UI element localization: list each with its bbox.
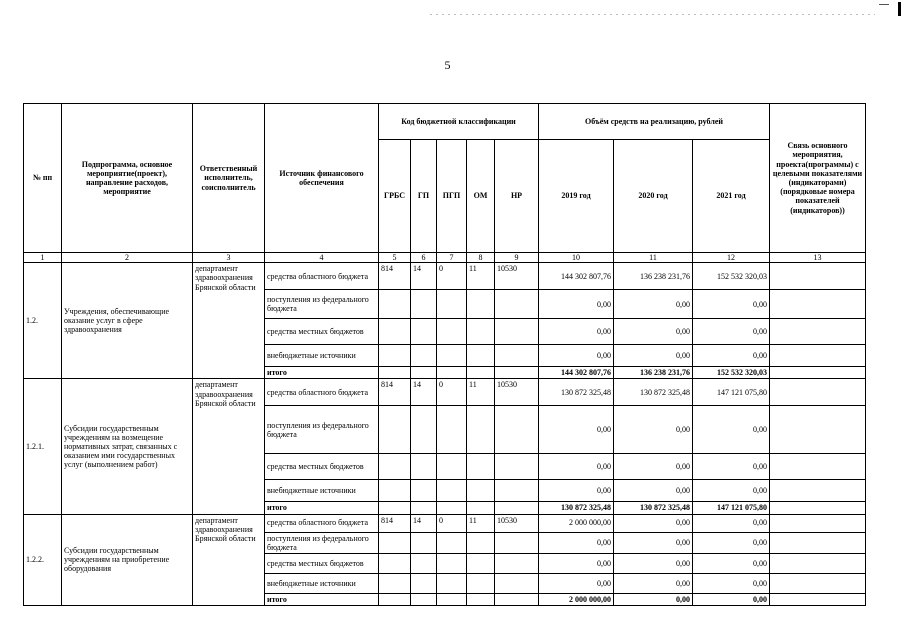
empty-code-cell xyxy=(379,593,411,605)
col-number: 1 xyxy=(24,253,62,263)
indicator-link xyxy=(770,593,866,605)
indicator-link xyxy=(770,263,866,290)
empty-code-cell xyxy=(437,593,467,605)
grbs-code: 814 xyxy=(379,514,411,532)
grbs-code xyxy=(379,290,411,319)
grbs-code: 814 xyxy=(379,379,411,406)
empty-code-cell xyxy=(437,367,467,379)
amount-2019: 144 302 807,76 xyxy=(539,263,614,290)
amount-2021: 0,00 xyxy=(693,553,770,573)
header-budget-code: Код бюджетной классификации xyxy=(379,104,539,140)
indicator-link xyxy=(770,480,866,502)
amount-2020: 0,00 xyxy=(614,514,693,532)
om-code xyxy=(467,480,495,502)
om-code xyxy=(467,532,495,553)
amount-2019: 0,00 xyxy=(539,480,614,502)
header-nr: НР xyxy=(495,140,539,253)
funding-source: средства областного бюджета xyxy=(265,514,379,532)
amount-2019: 130 872 325,48 xyxy=(539,379,614,406)
indicator-link xyxy=(770,573,866,593)
col-number: 10 xyxy=(539,253,614,263)
amount-2019: 0,00 xyxy=(539,532,614,553)
amount-2019: 0,00 xyxy=(539,290,614,319)
amount-2020: 0,00 xyxy=(614,532,693,553)
scan-artifact-dash xyxy=(879,4,889,5)
gp-code xyxy=(411,480,437,502)
amount-2020: 0,00 xyxy=(614,345,693,367)
col-number: 2 xyxy=(62,253,193,263)
gp-code xyxy=(411,406,437,454)
grbs-code xyxy=(379,553,411,573)
nr-code: 10530 xyxy=(495,514,539,532)
om-code xyxy=(467,573,495,593)
amount-2021: 0,00 xyxy=(693,454,770,480)
indicator-link xyxy=(770,290,866,319)
nr-code xyxy=(495,454,539,480)
indicator-link xyxy=(770,319,866,345)
header-gp: ГП xyxy=(411,140,437,253)
header-source: Источник финансового обеспечения xyxy=(265,104,379,253)
funding-source: средства местных бюджетов xyxy=(265,553,379,573)
total-2019: 130 872 325,48 xyxy=(539,502,614,514)
indicator-link xyxy=(770,514,866,532)
amount-2019: 0,00 xyxy=(539,454,614,480)
grbs-code xyxy=(379,319,411,345)
col-number: 13 xyxy=(770,253,866,263)
gp-code: 14 xyxy=(411,514,437,532)
gp-code xyxy=(411,532,437,553)
amount-2020: 0,00 xyxy=(614,319,693,345)
funding-source: поступления из федерального бюджета xyxy=(265,532,379,553)
col-number: 12 xyxy=(693,253,770,263)
table-row xyxy=(24,514,866,532)
empty-code-cell xyxy=(411,502,437,514)
funding-source: поступления из федерального бюджета xyxy=(265,406,379,454)
grbs-code xyxy=(379,480,411,502)
nr-code: 10530 xyxy=(495,263,539,290)
item-executor: департамент здравоохранения Брянской области xyxy=(193,263,265,379)
item-title: Учреждения, обеспечивающие оказание услуг в сфере здравоохранения xyxy=(62,263,193,379)
nr-code xyxy=(495,290,539,319)
amount-2019: 0,00 xyxy=(539,553,614,573)
amount-2019: 0,00 xyxy=(539,573,614,593)
nr-code xyxy=(495,406,539,454)
indicator-link xyxy=(770,532,866,553)
nr-code xyxy=(495,319,539,345)
item-number: 1.2.2. xyxy=(24,514,62,606)
indicator-link xyxy=(770,367,866,379)
gp-code xyxy=(411,290,437,319)
amount-2021: 0,00 xyxy=(693,514,770,532)
amount-2019: 0,00 xyxy=(539,319,614,345)
amount-2020: 0,00 xyxy=(614,573,693,593)
empty-code-cell xyxy=(379,502,411,514)
empty-code-cell xyxy=(467,367,495,379)
total-2021: 152 532 320,03 xyxy=(693,367,770,379)
empty-code-cell xyxy=(495,593,539,605)
grbs-code: 814 xyxy=(379,263,411,290)
om-code xyxy=(467,553,495,573)
amount-2019: 0,00 xyxy=(539,406,614,454)
om-code xyxy=(467,290,495,319)
grbs-code xyxy=(379,573,411,593)
col-number: 5 xyxy=(379,253,411,263)
item-executor: департамент здравоохранения Брянской области xyxy=(193,514,265,606)
amount-2020: 0,00 xyxy=(614,406,693,454)
amount-2021: 0,00 xyxy=(693,345,770,367)
funding-source: средства областного бюджета xyxy=(265,379,379,406)
table-row xyxy=(24,379,866,406)
total-label: итого xyxy=(265,502,379,514)
amount-2021: 0,00 xyxy=(693,573,770,593)
empty-code-cell xyxy=(495,502,539,514)
grbs-code xyxy=(379,532,411,553)
empty-code-cell xyxy=(379,367,411,379)
table-row xyxy=(24,263,866,290)
amount-2021: 152 532 320,03 xyxy=(693,263,770,290)
pgp-code xyxy=(437,454,467,480)
grbs-code xyxy=(379,454,411,480)
funding-source: внебюджетные источники xyxy=(265,573,379,593)
indicator-link xyxy=(770,502,866,514)
gp-code: 14 xyxy=(411,379,437,406)
amount-2019: 2 000 000,00 xyxy=(539,514,614,532)
col-number: 8 xyxy=(467,253,495,263)
nr-code xyxy=(495,573,539,593)
total-2020: 0,00 xyxy=(614,593,693,605)
item-title: Субсидии государственным учреждениям на приобретение оборудования xyxy=(62,514,193,606)
empty-code-cell xyxy=(411,593,437,605)
pgp-code xyxy=(437,553,467,573)
pgp-code xyxy=(437,290,467,319)
gp-code xyxy=(411,454,437,480)
funding-source: средства местных бюджетов xyxy=(265,454,379,480)
pgp-code xyxy=(437,573,467,593)
col-number: 3 xyxy=(193,253,265,263)
gp-code xyxy=(411,573,437,593)
item-title: Субсидии государственным учреждениям на возмещение нормативных затрат, связанных с оказанием ими государственных услуг (выполнением работ) xyxy=(62,379,193,514)
pgp-code xyxy=(437,406,467,454)
nr-code xyxy=(495,532,539,553)
amount-2021: 0,00 xyxy=(693,406,770,454)
header-2019: 2019 год xyxy=(539,140,614,253)
amount-2021: 0,00 xyxy=(693,290,770,319)
table-body xyxy=(24,263,866,606)
gp-code: 14 xyxy=(411,263,437,290)
scan-artifact-line xyxy=(430,14,875,15)
amount-2021: 0,00 xyxy=(693,532,770,553)
om-code: 11 xyxy=(467,263,495,290)
header-2020: 2020 год xyxy=(614,140,693,253)
page-number: 5 xyxy=(444,58,451,72)
empty-code-cell xyxy=(467,593,495,605)
grbs-code xyxy=(379,406,411,454)
pgp-code xyxy=(437,532,467,553)
amount-2021: 0,00 xyxy=(693,480,770,502)
total-2019: 2 000 000,00 xyxy=(539,593,614,605)
nr-code: 10530 xyxy=(495,379,539,406)
item-executor: департамент здравоохранения Брянской области xyxy=(193,379,265,514)
total-2021: 0,00 xyxy=(693,593,770,605)
total-2020: 136 238 231,76 xyxy=(614,367,693,379)
col-number: 9 xyxy=(495,253,539,263)
om-code: 11 xyxy=(467,379,495,406)
item-number: 1.2. xyxy=(24,263,62,379)
total-2021: 147 121 075,80 xyxy=(693,502,770,514)
empty-code-cell xyxy=(411,367,437,379)
column-number-row xyxy=(24,253,866,263)
col-number: 7 xyxy=(437,253,467,263)
empty-code-cell xyxy=(437,502,467,514)
om-code xyxy=(467,319,495,345)
col-number: 6 xyxy=(411,253,437,263)
header-grbs: ГРБС xyxy=(379,140,411,253)
nr-code xyxy=(495,345,539,367)
om-code xyxy=(467,454,495,480)
amount-2020: 0,00 xyxy=(614,290,693,319)
nr-code xyxy=(495,480,539,502)
amount-2020: 0,00 xyxy=(614,480,693,502)
amount-2020: 130 872 325,48 xyxy=(614,379,693,406)
amount-2019: 0,00 xyxy=(539,345,614,367)
header-funds: Объём средств на реализацию, рублей xyxy=(539,104,770,140)
header-2021: 2021 год xyxy=(693,140,770,253)
indicator-link xyxy=(770,454,866,480)
funding-source: внебюджетные источники xyxy=(265,480,379,502)
amount-2021: 147 121 075,80 xyxy=(693,379,770,406)
header-pgp: ПГП xyxy=(437,140,467,253)
amount-2020: 136 238 231,76 xyxy=(614,263,693,290)
amount-2021: 0,00 xyxy=(693,319,770,345)
funding-source: средства местных бюджетов xyxy=(265,319,379,345)
amount-2020: 0,00 xyxy=(614,553,693,573)
item-number: 1.2.1. xyxy=(24,379,62,514)
empty-code-cell xyxy=(495,367,539,379)
indicator-link xyxy=(770,406,866,454)
pgp-code xyxy=(437,345,467,367)
funding-source: внебюджетные источники xyxy=(265,345,379,367)
header-link: Связь основного мероприятия, проекта(программы) с целевыми показателями (индикаторами) (порядковые номера показателей (индикаторов)) xyxy=(770,104,866,253)
funding-source: поступления из федерального бюджета xyxy=(265,290,379,319)
total-label: итого xyxy=(265,593,379,605)
pgp-code xyxy=(437,319,467,345)
grbs-code xyxy=(379,345,411,367)
amount-2020: 0,00 xyxy=(614,454,693,480)
pgp-code: 0 xyxy=(437,379,467,406)
header-program: Подпрограмма, основное мероприятие(проект), направление расходов, мероприятие xyxy=(62,104,193,253)
total-2020: 130 872 325,48 xyxy=(614,502,693,514)
total-2019: 144 302 807,76 xyxy=(539,367,614,379)
header-no: № пп xyxy=(24,104,62,253)
col-number: 11 xyxy=(614,253,693,263)
om-code: 11 xyxy=(467,514,495,532)
om-code xyxy=(467,406,495,454)
gp-code xyxy=(411,345,437,367)
header-om: ОМ xyxy=(467,140,495,253)
pgp-code xyxy=(437,480,467,502)
indicator-link xyxy=(770,345,866,367)
col-number: 4 xyxy=(265,253,379,263)
gp-code xyxy=(411,553,437,573)
total-label: итого xyxy=(265,367,379,379)
indicator-link xyxy=(770,553,866,573)
header-executor: Ответственный исполнитель, соисполнитель xyxy=(193,104,265,253)
nr-code xyxy=(495,553,539,573)
pgp-code: 0 xyxy=(437,514,467,532)
funding-source: средства областного бюджета xyxy=(265,263,379,290)
budget-table xyxy=(23,103,866,606)
indicator-link xyxy=(770,379,866,406)
pgp-code: 0 xyxy=(437,263,467,290)
scan-artifact-mark xyxy=(898,2,901,16)
gp-code xyxy=(411,319,437,345)
empty-code-cell xyxy=(467,502,495,514)
om-code xyxy=(467,345,495,367)
